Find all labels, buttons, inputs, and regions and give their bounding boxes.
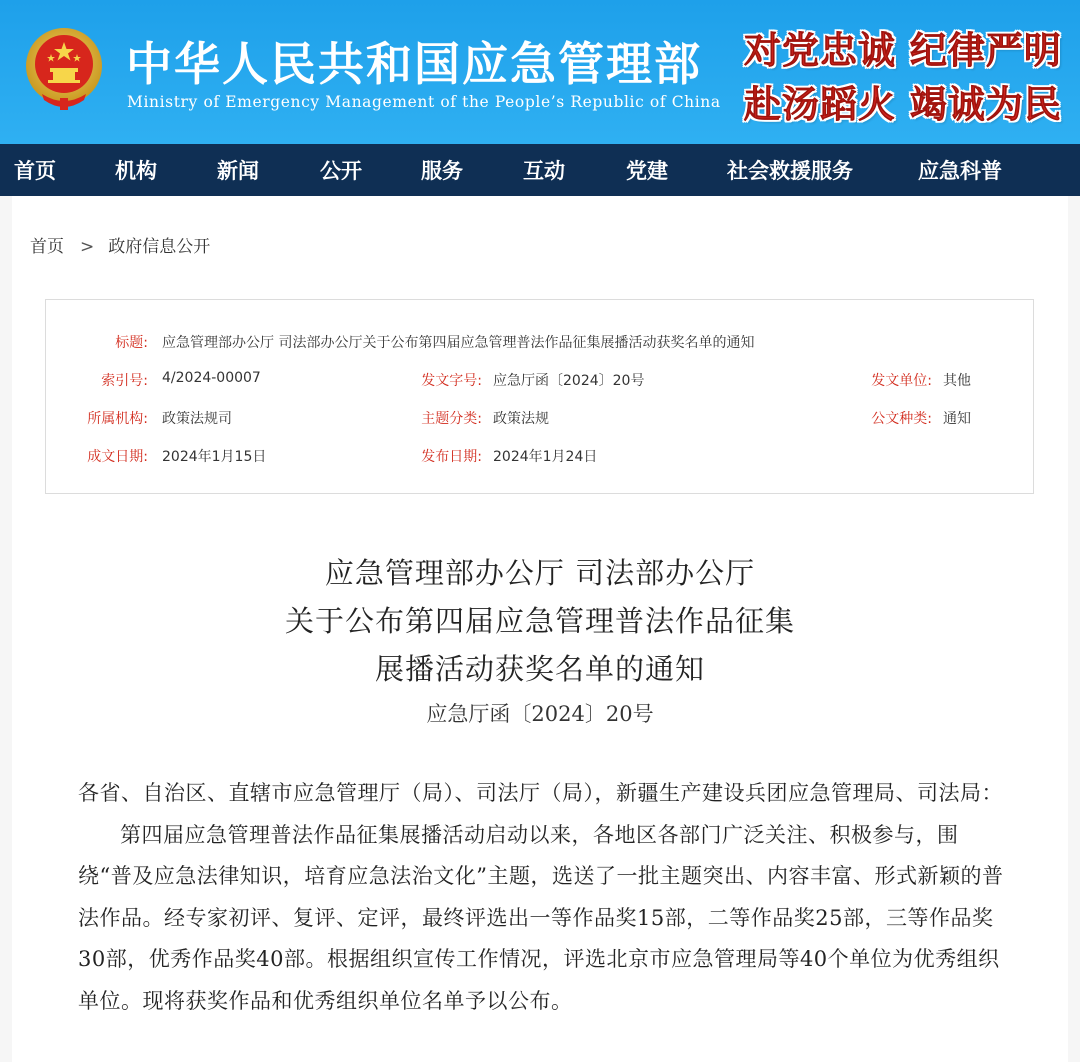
info-published-date-value: 2024年1月24日	[493, 449, 598, 465]
breadcrumb	[30, 232, 210, 257]
site-header	[0, 0, 1080, 144]
slogan-line-1: 对党忠诚 纪律严明	[744, 28, 1062, 72]
nav-item-science[interactable]: 应急科普	[918, 159, 1002, 183]
nav-item-party-building[interactable]: 党建	[626, 159, 668, 183]
info-index-label: 索引号:	[101, 373, 148, 389]
info-org-value: 政策法规司	[162, 411, 232, 427]
document-title-line-1: 应急管理部办公厅 司法部办公厅	[324, 556, 756, 590]
breadcrumb-current-link[interactable]: 政府信息公开	[108, 237, 211, 257]
nav-item-organization[interactable]: 机构	[115, 159, 157, 183]
nav-item-home[interactable]: 首页	[14, 159, 56, 183]
slogan-line-2: 赴汤蹈火 竭诚为民	[744, 82, 1062, 126]
recipients-paragraph: 各省、自治区、直辖市应急管理厅（局）、司法厅（局），新疆生产建设兵团应急管理局、司法局：	[78, 781, 1003, 805]
site-subtitle: Ministry of Emergency Management of the People’s Republic of China	[127, 93, 721, 111]
breadcrumb-home-link[interactable]: 首页	[30, 237, 64, 257]
info-docno-label: 发文字号:	[421, 373, 482, 389]
document-body	[78, 773, 1008, 1022]
document-info-box	[45, 299, 1034, 494]
national-emblem-icon[interactable]	[24, 24, 104, 114]
document-title-line-3: 展播活动获奖名单的通知	[374, 652, 705, 686]
content-area	[12, 196, 1068, 1062]
body-paragraph-1: 第四届应急管理普法作品征集展播活动启动以来，各地区各部门广泛关注、积极参与，围绕“普及应急法律知识，培育应急法治文化”主题，选送了一批主题突出、内容丰富、形式新颖的普法作品。经专家初评、复评、定评，最终评选出一等作品奖15部，二等作品奖25部，三等作品奖30部，优秀作品奖40部。根据组织宣传工作情况，评选北京市应急管理局等40个单位为优秀组织单位。现将获奖作品和优秀组织单位名单予以公布。	[78, 822, 1004, 1013]
info-index-value: 4/2024-00007	[162, 370, 261, 386]
info-docno-value: 应急厅函〔2024〕20号	[493, 373, 645, 389]
info-doctype-value: 通知	[943, 411, 971, 427]
breadcrumb-separator: >	[80, 237, 95, 257]
info-title-label: 标题:	[115, 335, 148, 351]
nav-item-disclosure[interactable]: 公开	[320, 159, 362, 183]
document-title-line-2: 关于公布第四届应急管理普法作品征集	[284, 604, 795, 638]
site-title[interactable]: 中华人民共和国应急管理部	[126, 37, 702, 91]
nav-item-interaction[interactable]: 互动	[523, 159, 565, 183]
info-issuer-value: 其他	[943, 373, 971, 389]
info-written-date-value: 2024年1月15日	[162, 449, 267, 465]
info-published-date-label: 发布日期:	[421, 449, 482, 465]
nav-item-services[interactable]: 服务	[421, 159, 463, 183]
info-written-date-label: 成文日期:	[87, 449, 148, 465]
info-issuer-label: 发文单位:	[871, 373, 932, 389]
info-topic-label: 主题分类:	[421, 411, 482, 427]
info-org-label: 所属机构:	[87, 411, 148, 427]
main-nav	[0, 144, 1080, 196]
info-topic-value: 政策法规	[493, 411, 549, 427]
document-number: 应急厅函〔2024〕20号	[426, 702, 654, 726]
nav-item-social-rescue[interactable]: 社会救援服务	[727, 159, 853, 183]
info-doctype-label: 公文种类:	[871, 411, 932, 427]
nav-item-news[interactable]: 新闻	[217, 159, 259, 183]
info-title-value: 应急管理部办公厅 司法部办公厅关于公布第四届应急管理普法作品征集展播活动获奖名单的通知	[162, 335, 755, 351]
